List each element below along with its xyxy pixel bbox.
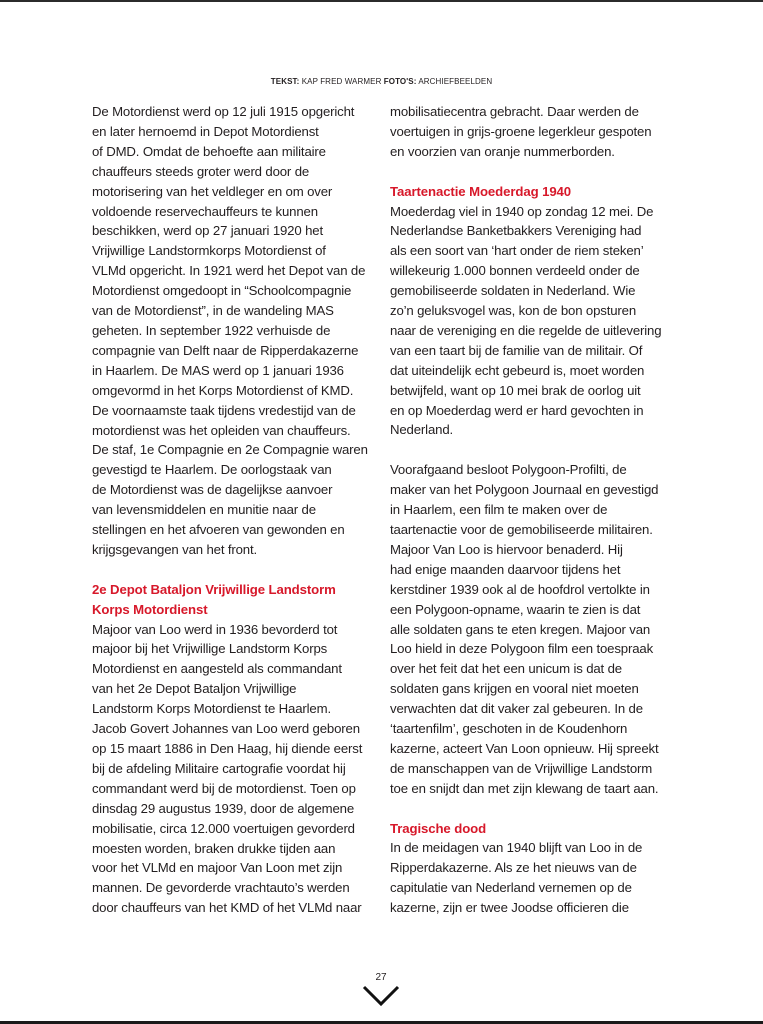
continuation-paragraph: mobilisatiecentra gebracht. Daar werden de voertuigen in grijs-groene legerkleur gespoten en voorzien van oranje nummerborden.: [390, 104, 652, 159]
section-heading-taartenactie: Taartenactie Moederdag 1940: [390, 183, 572, 199]
credit-photo-label: FOTO'S:: [383, 77, 417, 86]
page-number: 27: [375, 972, 387, 983]
tragische-dood-paragraph: In de meidagen van 1940 blijft van Loo in de Ripperdakazerne. Als ze het nieuws van de capitulatie van Nederland vernemen op de kazerne, zijn er twee Joodse officieren die: [390, 840, 643, 916]
taartenactie-paragraph: Moederdag viel in 1940 op zondag 12 mei. De Nederlandse Banketbakkers Vereniging had als een soort van ‘hart onder de riem steken’ willekeurig 1.000 bonnen verdeeld onder de gemobiliseerde soldaten in Nederland. Wie zo’n geluksvogel was, kon de bon opsturen naar de vereniging en die regelde de uitlevering van een taart bij de familie van de militair. Of dat uiteindelijk echt gebeurd is, moet worden betwijfeld, want op 10 mei brak de oorlog uit en op Moederdag werd er hard gevochten in Nederland.: [390, 203, 662, 438]
credit-author: KAP FRED WARMER: [299, 77, 384, 86]
credit-text-label: TEKST:: [270, 77, 300, 86]
chevron-down-icon[interactable]: [361, 984, 401, 1008]
right-column: [390, 102, 675, 918]
paragraph-gap: [390, 440, 675, 460]
section-heading-tragische-dood: Tragische dood: [390, 820, 487, 836]
paragraph-gap: [92, 560, 382, 580]
polygoon-paragraph: Voorafgaand besloot Polygoon-Profilti, de maker van het Polygoon Journaal en gevestigd in Haarlem, een film te maken over de taartenactie voor de gemobiliseerde militairen. Majoor Van Loo is hiervoor benaderd. Hij had enige maanden daarvoor tijdens het kerstdiner 1939 ook al de hoofdrol vertolkte in een Polygoon-opname, waarin te zien is dat alle soldaten gans te eten kregen. Majoor van Loo hield in deze Polygoon film een toespraak over het feit dat het een unicum is dat de soldaten gans krijgen en vooral niet moeten verwachten dat dit vaker zal gebeuren. In de ‘taartenfilm’, geschoten in de Koudenhorn kazerne, acteert Van Loon opnieuw. Hij spreekt de manschappen van de Vrijwillige Landstorm toe en snijdt dan met zijn klewang de taart aan.: [390, 462, 659, 796]
section-heading-depot-bataljon: 2e Depot Bataljon Vrijwillige Landstorm Korps Motordienst: [92, 581, 336, 617]
depot-bataljon-paragraph: Majoor van Loo werd in 1936 bevorderd tot majoor bij het Vrijwillige Landstorm Korps Motordienst en aangesteld als commandant van het 2e Depot Bataljon Vrijwillige Landstorm Korps Motordienst te Haarlem. Jacob Govert Johannes van Loo werd geboren op 15 maart 1886 in Den Haag, hij diende eerst bij de afdeling Militaire cartografie voordat hij commandant werd bij de motordienst. Toen op dinsdag 29 augustus 1939, door de algemene mobilisatie, circa 12.000 voertuigen gevorderd moesten worden, braken drukke tijden aan voor het VLMd en majoor Van Loon met zijn mannen. De gevorderde vrachtauto’s werden door chauffeurs van het KMD of het VLMd naar: [92, 621, 363, 916]
paragraph-gap: [390, 162, 675, 182]
article-credits: [0, 77, 763, 86]
page-footer: [355, 970, 407, 1014]
top-border: [0, 0, 763, 2]
paragraph-gap: [390, 799, 675, 819]
left-column: [92, 102, 382, 918]
intro-paragraph: De Motordienst werd op 12 juli 1915 opgericht en later hernoemd in Depot Motordienst of DMD. Omdat de behoefte aan militaire chauffeurs steeds groter werd door de motorisering van het veldleger en om over voldoende reservechauffeurs te kunnen beschikken, werd op 27 januari 1920 het Vrijwillige Landstormkorps Motordienst of VLMd opgericht. In 1921 werd het Depot van de Motordienst omgedoopt in “Schoolcompagnie van de Motordienst”, in de wandeling MAS geheten. In september 1922 verhuisde de compagnie van Delft naar de Ripperdakazerne in Haarlem. De MAS werd op 1 januari 1936 omgevormd in het Korps Motordienst of KMD. De voornaamste taak tijdens vredestijd van de motordienst was het opleiden van chauffeurs. De staf, 1e Compagnie en 2e Compagnie waren gevestigd te Haarlem. De oorlogstaak van de Motordienst was de dagelijkse aanvoer van levensmiddelen en munitie naar de stellingen en het afvoeren van gewonden en krijgsgevangen van het front.: [92, 104, 368, 557]
credit-photo-source: ARCHIEFBEELDEN: [416, 77, 493, 86]
